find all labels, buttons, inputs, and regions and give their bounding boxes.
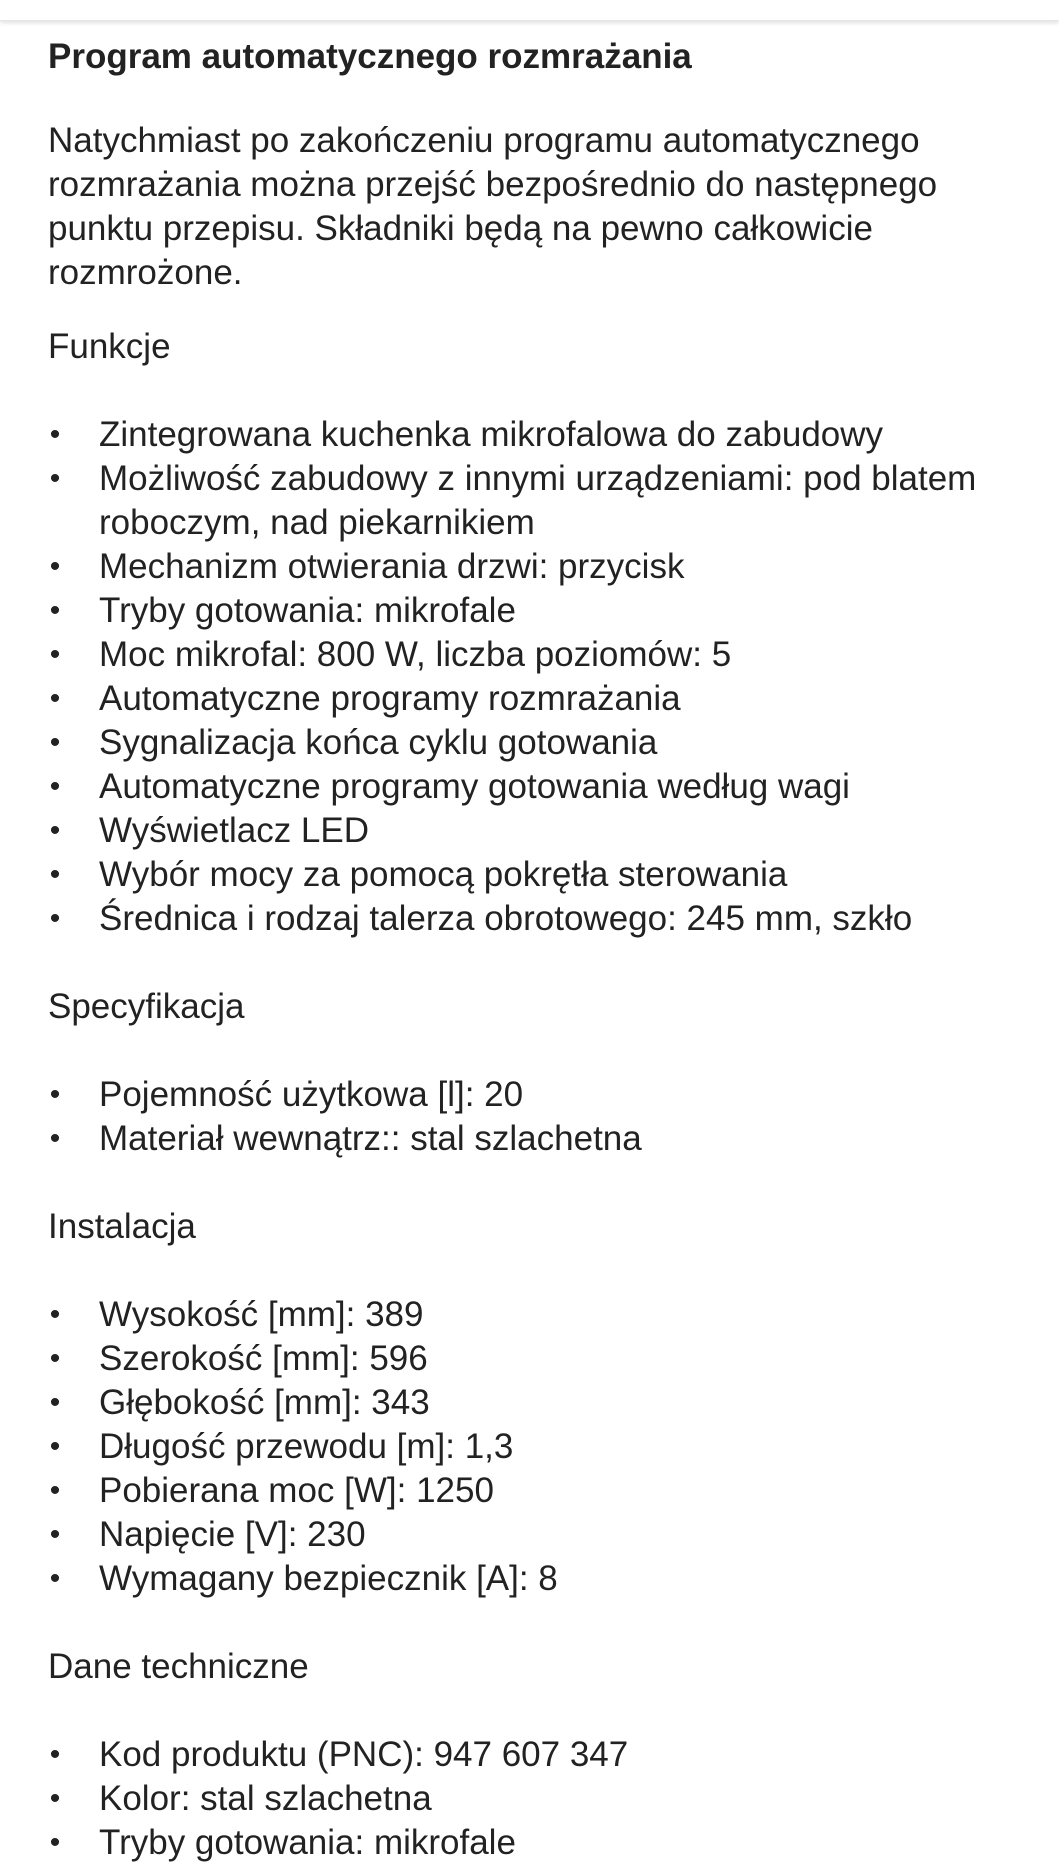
bullet-icon: •	[49, 1122, 61, 1155]
list-item	[48, 1733, 1028, 1777]
list-item	[48, 677, 1028, 721]
features-list	[48, 413, 1028, 941]
bullet-icon: •	[49, 1298, 61, 1331]
list-item-text: Kolor: stal szlachetna	[99, 1779, 432, 1818]
list-item	[48, 1821, 1028, 1865]
section-heading-dane-techniczne: Dane techniczne	[48, 1647, 309, 1686]
list-item-text: Możliwość zabudowy z innymi urządzeniami: pod blatem roboczym, nad piekarnikiem	[99, 459, 977, 542]
bullet-icon: •	[49, 858, 61, 891]
installation-list	[48, 1293, 1028, 1601]
bullet-icon: •	[49, 1562, 61, 1595]
list-item-text: Materiał wewnątrz:: stal szlachetna	[99, 1119, 642, 1158]
list-item-text: Głębokość [mm]: 343	[99, 1383, 430, 1422]
bullet-icon: •	[49, 462, 61, 495]
section-heading-funkcje: Funkcje	[48, 327, 171, 366]
bullet-icon: •	[49, 902, 61, 935]
list-item-text: Zintegrowana kuchenka mikrofalowa do zabudowy	[99, 415, 884, 454]
list-item-text: Średnica i rodzaj talerza obrotowego: 245 mm, szkło	[99, 899, 913, 938]
list-item-text: Szerokość [mm]: 596	[99, 1339, 428, 1378]
list-item	[48, 413, 1028, 457]
list-item	[48, 1425, 1028, 1469]
list-item	[48, 809, 1028, 853]
intro-paragraph: Natychmiast po zakończeniu programu automatycznego rozmrażania można przejść bezpośrednio do następnego punktu przepisu. Składniki będą na pewno całkowicie rozmrożone.	[48, 121, 938, 292]
list-item-text: Wysokość [mm]: 389	[99, 1295, 424, 1334]
list-item-text: Moc mikrofal: 800 W, liczba poziomów: 5	[99, 635, 732, 674]
technical-data-list	[48, 1733, 1028, 1865]
bullet-icon: •	[49, 638, 61, 671]
list-item	[48, 1073, 1028, 1117]
list-item	[48, 853, 1028, 897]
list-item-text: Napięcie [V]: 230	[99, 1515, 366, 1554]
list-item	[48, 1513, 1028, 1557]
bullet-icon: •	[49, 550, 61, 583]
top-app-bar	[0, 0, 1059, 21]
list-item-text: Wyświetlacz LED	[99, 811, 370, 850]
bullet-icon: •	[49, 418, 61, 451]
product-description	[48, 30, 1028, 1865]
list-item	[48, 633, 1028, 677]
list-item-text: Tryby gotowania: mikrofale	[99, 1823, 516, 1862]
list-item	[48, 1557, 1028, 1601]
list-item-text: Pobierana moc [W]: 1250	[99, 1471, 494, 1510]
bullet-icon: •	[49, 1782, 61, 1815]
list-item	[48, 721, 1028, 765]
bullet-icon: •	[49, 1474, 61, 1507]
list-item-text: Pojemność użytkowa [l]: 20	[99, 1075, 524, 1114]
bullet-icon: •	[49, 770, 61, 803]
list-item-text: Długość przewodu [m]: 1,3	[99, 1427, 514, 1466]
list-item	[48, 1777, 1028, 1821]
list-item-text: Tryby gotowania: mikrofale	[99, 591, 516, 630]
list-item	[48, 589, 1028, 633]
list-item-text: Wybór mocy za pomocą pokrętła sterowania	[99, 855, 788, 894]
bullet-icon: •	[49, 594, 61, 627]
section-heading-specyfikacja: Specyfikacja	[48, 987, 245, 1026]
bullet-icon: •	[49, 1342, 61, 1375]
bullet-icon: •	[49, 682, 61, 715]
specification-list	[48, 1073, 1028, 1161]
bullet-icon: •	[49, 1826, 61, 1859]
bullet-icon: •	[49, 726, 61, 759]
list-item	[48, 1337, 1028, 1381]
bullet-icon: •	[49, 1386, 61, 1419]
bullet-icon: •	[49, 1078, 61, 1111]
list-item-text: Sygnalizacja końca cyklu gotowania	[99, 723, 658, 762]
list-item	[48, 765, 1028, 809]
list-item-text: Mechanizm otwierania drzwi: przycisk	[99, 547, 685, 586]
list-item	[48, 545, 1028, 589]
list-item	[48, 897, 1028, 941]
bullet-icon: •	[49, 1518, 61, 1551]
list-item	[48, 457, 1028, 545]
list-item	[48, 1293, 1028, 1337]
bullet-icon: •	[49, 814, 61, 847]
list-item	[48, 1469, 1028, 1513]
bullet-icon: •	[49, 1738, 61, 1771]
list-item-text: Automatyczne programy gotowania według wagi	[99, 767, 850, 806]
list-item-text: Automatyczne programy rozmrażania	[99, 679, 681, 718]
bullet-icon: •	[49, 1430, 61, 1463]
section-heading-instalacja: Instalacja	[48, 1207, 196, 1246]
section-title: Program automatycznego rozmrażania	[48, 37, 692, 76]
list-item	[48, 1117, 1028, 1161]
list-item	[48, 1381, 1028, 1425]
list-item-text: Kod produktu (PNC): 947 607 347	[99, 1735, 629, 1774]
list-item-text: Wymagany bezpiecznik [A]: 8	[99, 1559, 558, 1598]
